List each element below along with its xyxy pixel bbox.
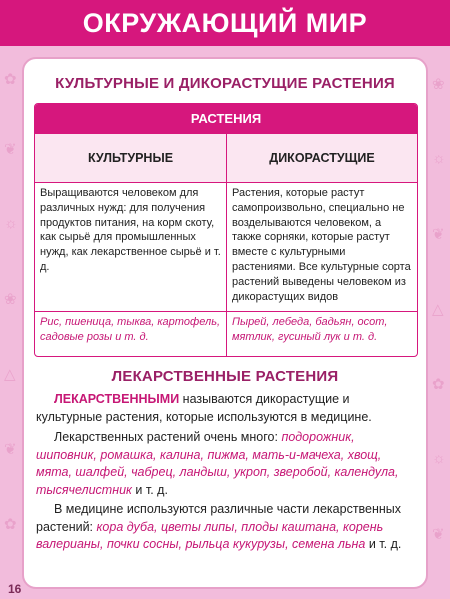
sun-icon: ☼	[4, 215, 18, 232]
column-header-cultivated: КУЛЬТУРНЫЕ	[35, 134, 226, 183]
column-cultivated	[35, 134, 227, 356]
plant-parts-list: кора дуба, цветы липы, плоды каштана, корень валерианы, почки сосны, рыльца кукурузы, семена льна	[36, 519, 384, 551]
plant-list: подорожник, шиповник, ромашка, калина, пижма, мать-и-мачеха, хвощ, мята, шалфей, чабрец, ландыш, укроп, зверобой, календула, тысячелистник	[36, 430, 399, 497]
plant-list-end: и т. д.	[131, 482, 168, 497]
flower-icon: ❀	[4, 291, 17, 308]
leaf-icon: ❦	[4, 141, 17, 158]
plant-parts-end: и т. д.	[365, 537, 402, 551]
flower-icon: ❀	[432, 76, 445, 93]
section-title-medicinal: ЛЕКАРСТВЕННЫЕ РАСТЕНИЯ	[111, 368, 339, 385]
flower-icon: ✿	[432, 376, 445, 393]
definition-text: называются дикорастущие и культурные растения, которые используются в медицине.	[36, 392, 372, 424]
plants-table	[34, 103, 418, 357]
page-number: 16	[8, 582, 22, 596]
page-title: ОКРУЖАЮЩИЙ МИР	[82, 8, 368, 38]
section-title-cultivated-wild: КУЛЬТУРНЫЕ И ДИКОРАСТУЩИЕ РАСТЕНИЯ	[55, 75, 395, 92]
column-examples-cultivated: Рис, пшеница, тыква, картофель, садовые розы и т. д.	[40, 316, 221, 343]
column-wild	[227, 134, 417, 356]
triangle-icon: △	[432, 301, 444, 318]
flower-icon: ✿	[4, 516, 17, 533]
plant-parts-intro: В медицине используются различные части лекарственных растений:	[36, 502, 402, 534]
column-examples-wild: Пырей, лебеда, бадьян, осот, мятлик, гусиный лук и т. д.	[232, 316, 388, 343]
triangle-icon: △	[4, 366, 16, 383]
leaf-icon: ❦	[4, 441, 17, 458]
sun-icon: ☼	[432, 450, 446, 467]
plant-list-intro: Лекарственных растений очень много:	[54, 430, 282, 444]
column-header-wild: ДИКОРАСТУЩИЕ	[227, 134, 417, 183]
table-head: РАСТЕНИЯ	[35, 104, 417, 134]
paragraph-plant-parts	[36, 501, 418, 554]
page-header	[0, 0, 450, 46]
flower-icon: ✿	[4, 71, 17, 88]
paragraph-plant-list	[36, 429, 418, 499]
leaf-icon: ❦	[432, 226, 445, 243]
leaf-icon: ❦	[432, 526, 445, 543]
content-card	[22, 57, 428, 589]
sun-icon: ☼	[432, 150, 446, 167]
term-medicinal: ЛЕКАРСТВЕННЫМИ	[54, 392, 180, 406]
column-body-wild: Растения, которые растут самопроизвольно, специально не возделываются человеком, а также сорняки, которые растут вместе с культурными растениями. Все культурные сорта растений выведены человеком из дикорастущих видов	[227, 183, 417, 312]
paragraph-definition	[36, 391, 418, 426]
column-body-cultivated: Выращиваются человеком для различных нужд: для получения продуктов питания, на корм скоту, как сырьё для промышленных нужд, как лекарственное сырьё и т. д.	[35, 183, 226, 312]
table-columns	[35, 134, 417, 356]
